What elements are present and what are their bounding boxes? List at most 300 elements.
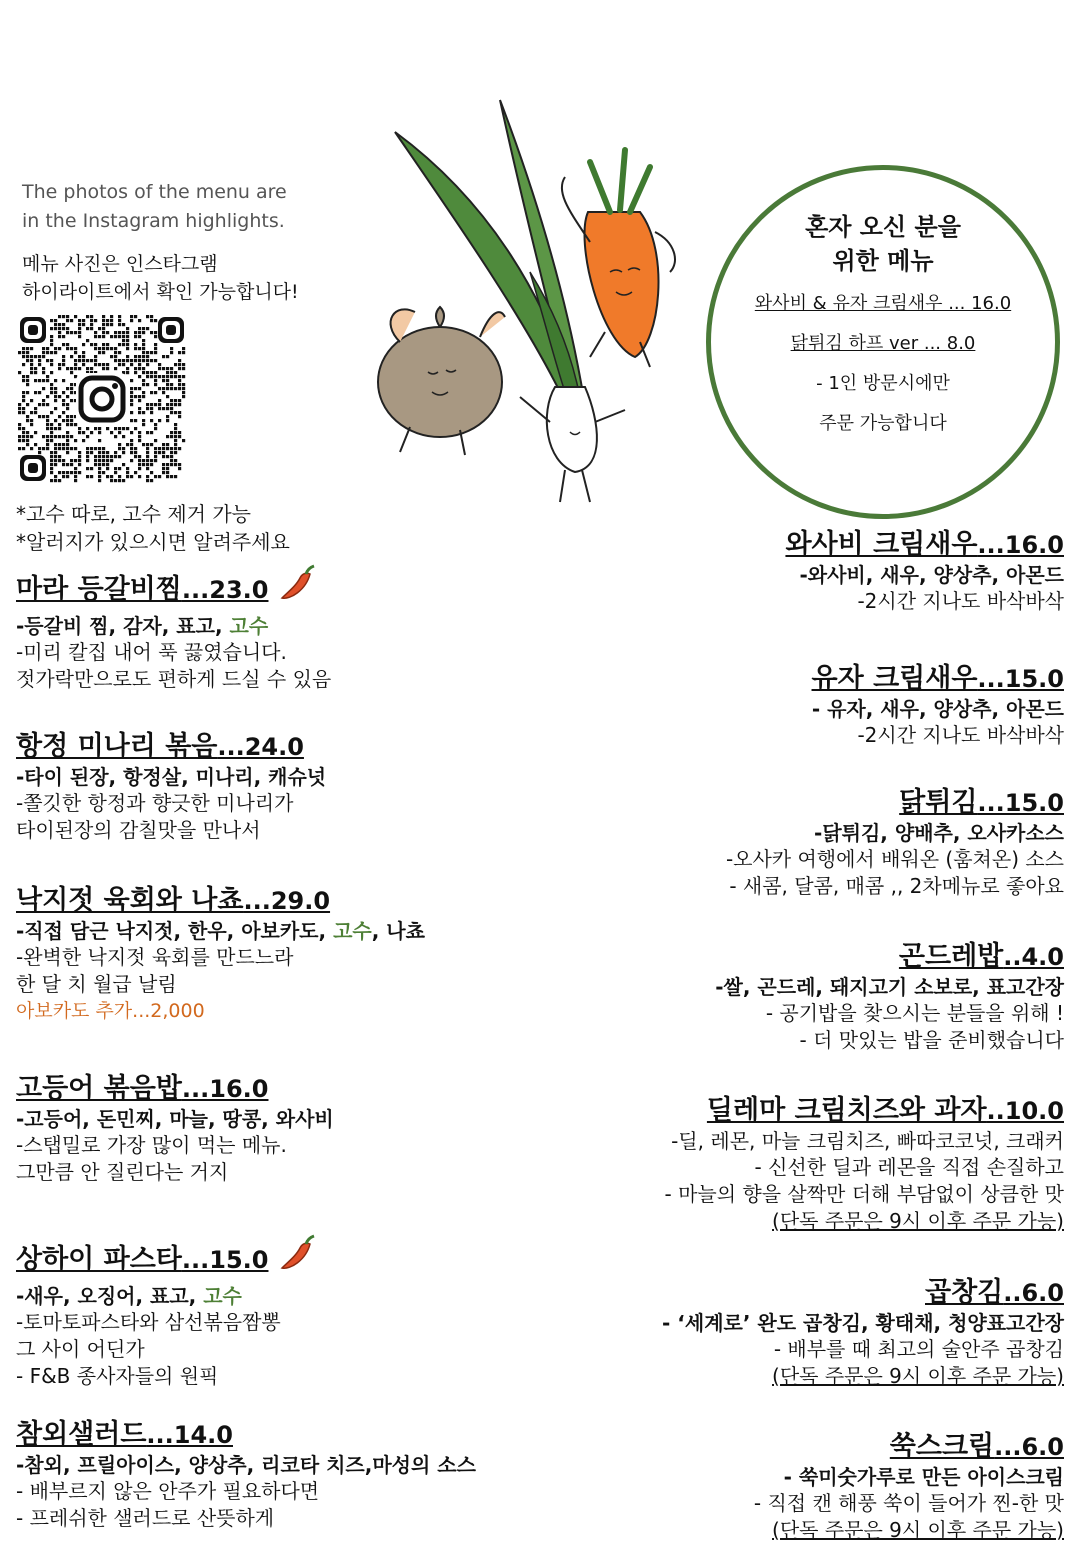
qr-module bbox=[46, 447, 49, 450]
qr-module bbox=[138, 411, 141, 414]
qr-module bbox=[70, 423, 73, 426]
qr-module bbox=[106, 363, 109, 366]
qr-module bbox=[122, 363, 125, 366]
qr-module bbox=[174, 411, 177, 414]
item-desc: 그 사이 어딘가 bbox=[16, 1337, 145, 1361]
qr-module bbox=[26, 351, 29, 354]
qr-module bbox=[178, 415, 181, 418]
qr-module bbox=[26, 403, 29, 406]
qr-module bbox=[146, 359, 149, 362]
qr-module bbox=[150, 351, 153, 354]
qr-module bbox=[22, 427, 25, 430]
qr-module bbox=[78, 359, 81, 362]
item-name: 마라 등갈비찜 bbox=[16, 574, 182, 605]
qr-module bbox=[18, 351, 21, 354]
qr-module bbox=[138, 475, 141, 478]
qr-module bbox=[18, 403, 21, 406]
qr-module bbox=[122, 463, 125, 466]
ing-coriander: 고수 bbox=[229, 614, 269, 638]
qr-module bbox=[138, 463, 141, 466]
qr-module bbox=[102, 451, 105, 454]
qr-module bbox=[98, 439, 101, 442]
qr-module bbox=[126, 355, 129, 358]
menu-item-nakji bbox=[16, 884, 425, 1025]
qr-module bbox=[150, 371, 153, 374]
solo-menu-title bbox=[711, 210, 1055, 278]
qr-module bbox=[50, 459, 53, 462]
qr-module bbox=[122, 335, 125, 338]
item-desc: 타이된장의 감칠맛을 만나서 bbox=[16, 818, 261, 842]
qr-module bbox=[98, 475, 101, 478]
qr-module bbox=[170, 351, 173, 354]
qr-module bbox=[114, 335, 117, 338]
qr-module bbox=[162, 443, 165, 446]
qr-module bbox=[110, 455, 113, 458]
qr-module bbox=[78, 427, 81, 430]
qr-module bbox=[74, 363, 77, 366]
qr-module bbox=[162, 471, 165, 474]
qr-module bbox=[62, 335, 65, 338]
qr-module bbox=[50, 479, 53, 482]
solo-title-line1: 혼자 오신 분을 bbox=[805, 213, 961, 241]
qr-module bbox=[138, 435, 141, 438]
qr-module bbox=[50, 383, 53, 386]
qr-module bbox=[22, 391, 25, 394]
qr-module bbox=[170, 447, 173, 450]
qr-module bbox=[110, 323, 113, 326]
qr-module bbox=[50, 359, 53, 362]
item-order-note: (단독 주문은 9시 이후 주문 가능) bbox=[772, 1209, 1064, 1233]
qr-module bbox=[54, 319, 57, 322]
qr-module bbox=[174, 375, 177, 378]
info-ko-line1: 메뉴 사진은 인스타그램 bbox=[22, 253, 218, 275]
qr-module bbox=[82, 355, 85, 358]
qr-module bbox=[142, 339, 145, 342]
qr-module bbox=[94, 459, 97, 462]
qr-module bbox=[130, 403, 133, 406]
qr-module bbox=[22, 355, 25, 358]
qr-module bbox=[162, 451, 165, 454]
qr-module bbox=[118, 427, 121, 430]
qr-module bbox=[50, 351, 53, 354]
qr-module bbox=[46, 439, 49, 442]
qr-module bbox=[90, 367, 93, 370]
qr-module bbox=[158, 387, 161, 390]
item-desc: - 배부를 때 최고의 술안주 곱창김 bbox=[773, 1337, 1064, 1361]
qr-module bbox=[134, 455, 137, 458]
qr-module bbox=[170, 435, 173, 438]
item-ingredients: -닭튀김, 양배추, 오사카소스 bbox=[814, 821, 1064, 845]
qr-module bbox=[26, 431, 29, 434]
qr-module bbox=[50, 411, 53, 414]
qr-module bbox=[118, 443, 121, 446]
qr-module bbox=[30, 447, 33, 450]
item-name: 닭튀김 bbox=[899, 787, 978, 818]
qr-module bbox=[66, 423, 69, 426]
qr-module bbox=[178, 447, 181, 450]
ing-part: , 나쵸 bbox=[371, 919, 425, 943]
instagram-info-english bbox=[22, 178, 342, 236]
qr-module bbox=[138, 363, 141, 366]
qr-module bbox=[74, 315, 77, 318]
qr-module bbox=[162, 391, 165, 394]
item-desc: 한 달 치 월급 날림 bbox=[16, 972, 177, 996]
qr-module bbox=[42, 351, 45, 354]
qr-module bbox=[162, 367, 165, 370]
menu-item-mara bbox=[16, 562, 331, 693]
qr-module bbox=[70, 319, 73, 322]
menu-item-dill bbox=[665, 1094, 1064, 1235]
qr-module bbox=[130, 431, 133, 434]
qr-module bbox=[146, 479, 149, 482]
ing-part: -등갈비 찜, 감자, 표고, bbox=[16, 614, 230, 638]
item-price: ..10.0 bbox=[986, 1097, 1064, 1125]
qr-module bbox=[66, 403, 69, 406]
qr-module bbox=[178, 463, 181, 466]
qr-module bbox=[138, 375, 141, 378]
qr-module bbox=[166, 415, 169, 418]
qr-module bbox=[134, 451, 137, 454]
qr-module bbox=[54, 399, 57, 402]
qr-module bbox=[102, 463, 105, 466]
qr-module bbox=[38, 451, 41, 454]
qr-module bbox=[142, 443, 145, 446]
qr-module bbox=[158, 447, 161, 450]
qr-module bbox=[146, 463, 149, 466]
qr-module bbox=[118, 323, 121, 326]
qr-module bbox=[158, 399, 161, 402]
qr-module bbox=[78, 431, 81, 434]
qr-module bbox=[146, 447, 149, 450]
qr-module bbox=[66, 395, 69, 398]
qr-module bbox=[90, 475, 93, 478]
info-en-line2: in the Instagram highlights. bbox=[22, 210, 285, 232]
qr-module bbox=[78, 319, 81, 322]
qr-module bbox=[170, 387, 173, 390]
qr-module bbox=[150, 315, 153, 318]
item-ingredients bbox=[16, 613, 331, 639]
qr-module bbox=[118, 319, 121, 322]
qr-module bbox=[42, 447, 45, 450]
qr-module bbox=[50, 471, 53, 474]
item-desc: -토마토파스타와 삼선볶음짬뽕 bbox=[16, 1310, 281, 1334]
qr-module bbox=[90, 343, 93, 346]
qr-module bbox=[134, 471, 137, 474]
qr-module bbox=[150, 443, 153, 446]
menu-item-hangjeong bbox=[16, 730, 326, 844]
qr-module bbox=[174, 399, 177, 402]
qr-module bbox=[178, 435, 181, 438]
qr-module bbox=[42, 403, 45, 406]
qr-module bbox=[82, 439, 85, 442]
qr-module bbox=[102, 367, 105, 370]
qr-module bbox=[106, 347, 109, 350]
qr-module bbox=[142, 343, 145, 346]
instagram-qr-code[interactable] bbox=[18, 315, 186, 483]
qr-module bbox=[46, 435, 49, 438]
menu-item-title bbox=[16, 1072, 334, 1106]
qr-module bbox=[66, 419, 69, 422]
qr-module bbox=[98, 479, 101, 482]
qr-module bbox=[94, 463, 97, 466]
qr-module bbox=[78, 471, 81, 474]
qr-module bbox=[178, 363, 181, 366]
qr-module bbox=[150, 407, 153, 410]
qr-module bbox=[114, 359, 117, 362]
qr-module bbox=[146, 363, 149, 366]
qr-module bbox=[166, 387, 169, 390]
qr-module bbox=[58, 327, 61, 330]
qr-module bbox=[166, 419, 169, 422]
item-price: ...24.0 bbox=[217, 733, 304, 761]
qr-module bbox=[58, 367, 61, 370]
qr-module bbox=[54, 447, 57, 450]
qr-module bbox=[170, 407, 173, 410]
qr-module bbox=[50, 339, 53, 342]
qr-module bbox=[58, 323, 61, 326]
qr-module bbox=[58, 471, 61, 474]
qr-module bbox=[118, 359, 121, 362]
qr-module bbox=[162, 447, 165, 450]
qr-module bbox=[138, 347, 141, 350]
item-price: ...15.0 bbox=[181, 1246, 269, 1274]
qr-module bbox=[118, 335, 121, 338]
qr-module bbox=[22, 379, 25, 382]
qr-module bbox=[78, 451, 81, 454]
qr-module bbox=[126, 467, 129, 470]
item-desc: - 프레쉬한 샐러드로 산뜻하게 bbox=[16, 1506, 275, 1530]
qr-module bbox=[58, 455, 61, 458]
qr-module bbox=[142, 419, 145, 422]
qr-module bbox=[98, 459, 101, 462]
qr-module bbox=[46, 395, 49, 398]
qr-module bbox=[106, 455, 109, 458]
qr-module bbox=[126, 443, 129, 446]
item-desc: - F&B 종사자들의 원픽 bbox=[16, 1364, 219, 1388]
qr-module bbox=[110, 355, 113, 358]
qr-module bbox=[46, 359, 49, 362]
item-ingredients: - 유자, 새우, 양상추, 아몬드 bbox=[811, 697, 1064, 721]
qr-module bbox=[166, 403, 169, 406]
qr-module bbox=[78, 367, 81, 370]
qr-module bbox=[86, 339, 89, 342]
qr-module bbox=[182, 387, 185, 390]
item-price: ...15.0 bbox=[977, 789, 1064, 817]
solo-note1: - 1인 방문시에만 bbox=[816, 373, 950, 394]
qr-module bbox=[86, 455, 89, 458]
menu-item-gopchang bbox=[662, 1276, 1064, 1390]
qr-module bbox=[138, 467, 141, 470]
qr-module bbox=[46, 347, 49, 350]
qr-module bbox=[34, 411, 37, 414]
qr-module bbox=[154, 447, 157, 450]
qr-module bbox=[150, 411, 153, 414]
qr-module bbox=[158, 407, 161, 410]
qr-module bbox=[102, 351, 105, 354]
qr-module bbox=[22, 399, 25, 402]
item-price: ..4.0 bbox=[1003, 943, 1064, 971]
qr-module bbox=[54, 327, 57, 330]
qr-module bbox=[154, 391, 157, 394]
qr-module bbox=[174, 371, 177, 374]
qr-module bbox=[178, 375, 181, 378]
qr-module bbox=[22, 411, 25, 414]
qr-module bbox=[154, 371, 157, 374]
qr-module bbox=[62, 379, 65, 382]
qr-module bbox=[94, 347, 97, 350]
qr-module bbox=[174, 475, 177, 478]
qr-module bbox=[86, 451, 89, 454]
qr-module bbox=[66, 347, 69, 350]
qr-module bbox=[62, 327, 65, 330]
qr-module bbox=[118, 363, 121, 366]
qr-module bbox=[62, 471, 65, 474]
qr-module bbox=[46, 423, 49, 426]
item-name: 곱창김 bbox=[925, 1277, 1004, 1308]
qr-module bbox=[70, 367, 73, 370]
qr-module bbox=[26, 439, 29, 442]
qr-module bbox=[158, 367, 161, 370]
qr-module bbox=[62, 391, 65, 394]
qr-module bbox=[18, 447, 21, 450]
qr-module bbox=[30, 371, 33, 374]
qr-module bbox=[162, 407, 165, 410]
qr-module bbox=[66, 415, 69, 418]
qr-module bbox=[46, 443, 49, 446]
chili-pepper-icon bbox=[276, 1232, 318, 1283]
qr-module bbox=[98, 327, 101, 330]
qr-module bbox=[102, 331, 105, 334]
qr-module bbox=[26, 359, 29, 362]
menu-item-title bbox=[662, 1276, 1064, 1310]
item-ingredients: - 쑥미숫가루로 만든 아이스크림 bbox=[783, 1465, 1064, 1489]
qr-module bbox=[18, 407, 21, 410]
qr-module bbox=[82, 323, 85, 326]
item-name: 곤드레밥 bbox=[898, 941, 1004, 972]
qr-module bbox=[38, 415, 41, 418]
qr-module bbox=[18, 411, 21, 414]
qr-module bbox=[98, 431, 101, 434]
qr-module bbox=[102, 363, 105, 366]
qr-module bbox=[162, 455, 165, 458]
qr-module bbox=[38, 403, 41, 406]
qr-module bbox=[50, 463, 53, 466]
qr-module bbox=[30, 419, 33, 422]
qr-module bbox=[170, 403, 173, 406]
qr-module bbox=[46, 375, 49, 378]
qr-module bbox=[22, 395, 25, 398]
qr-module bbox=[50, 439, 53, 442]
qr-module bbox=[142, 379, 145, 382]
item-desc: -미리 칼집 내어 푹 끓였습니다. bbox=[16, 640, 287, 664]
qr-module bbox=[26, 379, 29, 382]
qr-module bbox=[158, 419, 161, 422]
qr-module bbox=[158, 363, 161, 366]
qr-module bbox=[158, 375, 161, 378]
qr-module bbox=[62, 399, 65, 402]
qr-module bbox=[110, 335, 113, 338]
qr-module bbox=[62, 355, 65, 358]
qr-module bbox=[66, 431, 69, 434]
qr-module bbox=[22, 363, 25, 366]
qr-module bbox=[166, 463, 169, 466]
qr-module bbox=[174, 403, 177, 406]
qr-module bbox=[50, 387, 53, 390]
qr-module bbox=[110, 431, 113, 434]
qr-module bbox=[70, 387, 73, 390]
qr-module bbox=[150, 331, 153, 334]
qr-module bbox=[66, 447, 69, 450]
qr-module bbox=[114, 479, 117, 482]
qr-module bbox=[74, 447, 77, 450]
qr-module bbox=[98, 347, 101, 350]
qr-module bbox=[130, 315, 133, 318]
item-name: 고등어 볶음밥 bbox=[16, 1073, 182, 1104]
qr-module bbox=[146, 431, 149, 434]
qr-module bbox=[122, 435, 125, 438]
qr-module bbox=[178, 383, 181, 386]
qr-module bbox=[106, 475, 109, 478]
qr-module bbox=[58, 415, 61, 418]
qr-module bbox=[70, 355, 73, 358]
item-ingredients: -쌀, 곤드레, 돼지고기 소보로, 표고간장 bbox=[715, 975, 1064, 999]
qr-module bbox=[174, 387, 177, 390]
qr-module bbox=[166, 443, 169, 446]
qr-module bbox=[126, 343, 129, 346]
ing-part: -새우, 오징어, 표고, bbox=[16, 1284, 204, 1308]
solo-note2: 주문 가능합니다 bbox=[819, 413, 947, 434]
qr-module bbox=[114, 351, 117, 354]
qr-module bbox=[42, 435, 45, 438]
qr-module bbox=[74, 479, 77, 482]
qr-module bbox=[54, 391, 57, 394]
qr-module bbox=[118, 343, 121, 346]
qr-module bbox=[126, 347, 129, 350]
qr-module bbox=[74, 459, 77, 462]
qr-module bbox=[142, 327, 145, 330]
qr-module bbox=[50, 343, 53, 346]
qr-module bbox=[74, 359, 77, 362]
qr-module bbox=[130, 363, 133, 366]
qr-module bbox=[122, 331, 125, 334]
qr-module bbox=[34, 407, 37, 410]
qr-module bbox=[102, 459, 105, 462]
qr-module bbox=[174, 451, 177, 454]
qr-module bbox=[110, 475, 113, 478]
qr-module bbox=[94, 335, 97, 338]
qr-module bbox=[166, 475, 169, 478]
qr-module bbox=[162, 355, 165, 358]
qr-finder-bottom-left bbox=[20, 455, 46, 481]
qr-module bbox=[50, 431, 53, 434]
menu-item-title bbox=[16, 1232, 318, 1283]
qr-module bbox=[58, 427, 61, 430]
qr-module bbox=[58, 363, 61, 366]
qr-module bbox=[134, 315, 137, 318]
qr-module bbox=[110, 315, 113, 318]
qr-module bbox=[134, 347, 137, 350]
qr-module bbox=[126, 427, 129, 430]
item-price: ...16.0 bbox=[181, 1075, 269, 1103]
qr-module bbox=[122, 479, 125, 482]
qr-module bbox=[170, 411, 173, 414]
item-desc: - 배부르지 않은 안주가 필요하다면 bbox=[16, 1479, 320, 1503]
qr-module bbox=[54, 455, 57, 458]
ing-coriander: 고수 bbox=[333, 919, 372, 943]
qr-module bbox=[122, 427, 125, 430]
qr-module bbox=[26, 415, 29, 418]
qr-module bbox=[74, 423, 77, 426]
